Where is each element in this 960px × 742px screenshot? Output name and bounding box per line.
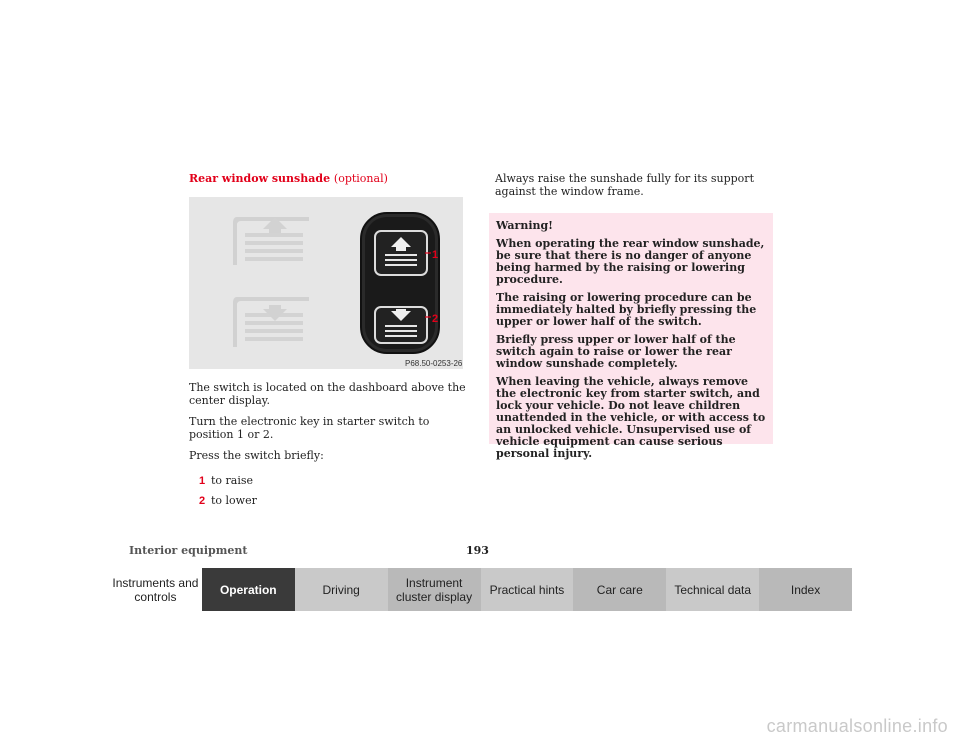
body-paragraph: Press the switch briefly:: [189, 449, 324, 462]
footer-section-title: Interior equipment: [129, 544, 248, 557]
callout-1: 1: [432, 249, 439, 261]
warning-paragraph: When operating the rear window sunshade, be sure that there is no danger of anyone being harmed by the raising or lowering procedure.: [496, 237, 765, 286]
tab-car-care[interactable]: Car care: [573, 568, 666, 611]
callout-2: 2: [432, 313, 439, 325]
list-text: to raise: [211, 474, 254, 487]
warning-box: [489, 213, 773, 460]
list-item: [199, 494, 257, 507]
list-text: to lower: [211, 494, 257, 507]
tab-driving[interactable]: Driving: [295, 568, 388, 611]
page-number: 193: [466, 544, 489, 557]
warning-title: Warning!: [496, 219, 554, 232]
switch-illustration: [189, 197, 463, 369]
body-paragraph: The switch is located on the dashboard above the center display.: [189, 381, 466, 407]
warning-paragraph: The raising or lowering procedure can be immediately halted by briefly pressing the upper or lower half of the switch.: [496, 291, 757, 328]
tab-operation[interactable]: Operation: [202, 568, 295, 611]
figure-code: P68.50-0253-26: [405, 359, 463, 368]
tab-index[interactable]: Index: [759, 568, 852, 611]
lower-button-icon: [375, 307, 427, 343]
faded-lower-icon: [233, 297, 309, 347]
body-paragraph: Turn the electronic key in starter switch to position 1 or 2.: [189, 415, 430, 441]
watermark: carmanualsonline.info: [766, 716, 948, 736]
warning-paragraph: When leaving the vehicle, always remove the electronic key from starter switch, and lock your vehicle. Do not leave children unattended in the vehicle, or with access to an unlocked vehicle. Unsupervised use of vehicle equipment can cause serious personal injury.: [496, 375, 766, 460]
warning-paragraph: Briefly press upper or lower half of the switch again to raise or lower the rear window sunshade completely.: [496, 333, 736, 370]
list-number: 1: [199, 475, 206, 487]
list-number: 2: [199, 495, 206, 507]
heading-title: Rear window sunshade: [189, 172, 331, 185]
tab-instruments-and-controls[interactable]: Instruments and controls: [109, 568, 202, 611]
section-heading: [189, 172, 388, 185]
chapter-nav-bar: [109, 568, 852, 611]
support-note: Always raise the sunshade fully for its support against the window frame.: [495, 172, 754, 198]
raise-button-icon: [375, 231, 427, 275]
list-item: [199, 474, 253, 487]
tab-practical-hints[interactable]: Practical hints: [481, 568, 574, 611]
heading-optional: (optional): [333, 172, 388, 185]
faded-raise-icon: [233, 217, 309, 265]
tab-instrument-cluster-display[interactable]: Instrument cluster display: [388, 568, 481, 611]
tab-technical-data[interactable]: Technical data: [666, 568, 759, 611]
